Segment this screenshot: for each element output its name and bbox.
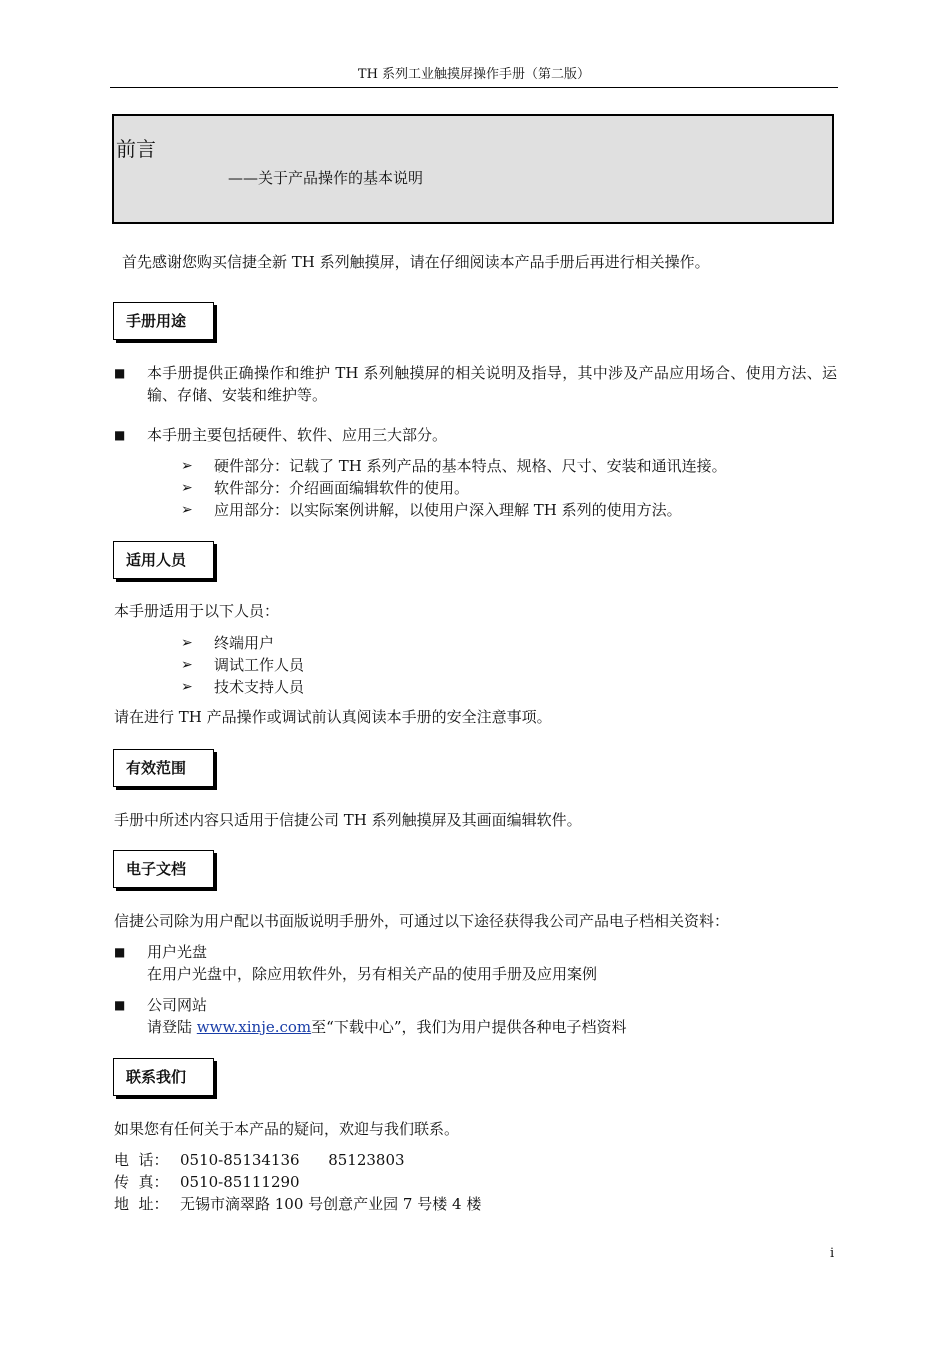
edocs-item-1-desc: 在用户光盘中，除应用软件外，另有相关产品的使用手册及应用案例 [147,965,598,983]
section-title: 联系我们 [126,1068,187,1086]
contact-value: 0510-85111290 [180,1173,300,1191]
contact-phone [114,1150,405,1171]
audience-item-3: 技术支持人员 [214,678,305,696]
website-link[interactable]: www.xinje.com [196,1018,312,1036]
section-title: 有效范围 [126,759,187,777]
section-title: 手册用途 [126,312,187,330]
arrow-bullet-icon: ➢ [181,502,193,518]
usage-subitem-2: 软件部分：介绍画面编辑软件的使用。 [214,479,470,497]
contact-label: 地 址： [114,1195,169,1213]
usage-item-2: 本手册主要包括硬件、软件、应用三大部分。 [147,426,448,444]
preface-title: 前言 [116,137,156,161]
edocs-item-2-desc [147,1016,837,1038]
usage-item-1: 本手册提供正确操作和维护 TH 系列触摸屏的相关说明及指导，其中涉及产品应用场合、使用方法、运输、存储、安装和维护等。 [147,364,837,404]
arrow-bullet-icon: ➢ [181,679,193,695]
website-desc-suffix: 至“下载中心”，我们为用户提供各种电子档资料 [311,1018,627,1036]
section-heading-contact [113,1058,214,1096]
preface-box [112,114,834,224]
contact-address [114,1194,481,1215]
running-header: TH 系列工业触摸屏操作手册（第二版） [357,67,591,82]
preface-subtitle: ——关于产品操作的基本说明 [228,169,424,187]
contact-label: 传 真： [114,1173,169,1191]
edocs-item-2-title: 公司网站 [147,996,208,1014]
arrow-bullet-icon: ➢ [181,635,193,651]
section-heading-scope [113,749,214,787]
audience-item-2: 调试工作人员 [214,656,305,674]
edocs-intro: 信捷公司除为用户配以书面版说明手册外，可通过以下途径获得我公司产品电子档相关资料： [114,912,730,930]
contact-label: 电 话： [114,1151,169,1169]
usage-subitem-3: 应用部分：以实际案例讲解，以使用户深入理解 TH 系列的使用方法。 [214,501,682,519]
section-title: 电子文档 [126,860,187,878]
contact-value: 0510-85134136 85123803 [180,1151,405,1169]
arrow-bullet-icon: ➢ [181,480,193,496]
bullet-icon: ■ [114,428,126,442]
section-heading-audience [113,541,214,579]
arrow-bullet-icon: ➢ [181,458,193,474]
scope-text: 手册中所述内容只适用于信捷公司 TH 系列触摸屏及其画面编辑软件。 [114,811,582,829]
audience-intro: 本手册适用于以下人员： [114,602,280,620]
section-heading-usage [113,302,214,340]
arrow-bullet-icon: ➢ [181,657,193,673]
header-rule [110,87,838,88]
page-number: i [830,1246,835,1261]
audience-note: 请在进行 TH 产品操作或调试前认真阅读本手册的安全注意事项。 [114,708,552,726]
intro-paragraph: 首先感谢您购买信捷全新 TH 系列触摸屏，请在仔细阅读本产品手册后再进行相关操作。 [122,253,710,271]
contact-value: 无锡市滴翠路 100 号创意产业园 7 号楼 4 楼 [180,1195,482,1213]
edocs-item-1-title: 用户光盘 [147,943,208,961]
bullet-icon: ■ [114,366,126,380]
contact-fax [114,1172,300,1193]
audience-item-1: 终端用户 [214,634,275,652]
bullet-icon: ■ [114,945,126,959]
bullet-icon: ■ [114,998,126,1012]
section-heading-edocs [113,850,214,888]
usage-subitem-1: 硬件部分：记载了 TH 系列产品的基本特点、规格、尺寸、安装和通讯连接。 [214,457,727,475]
section-title: 适用人员 [126,551,187,569]
website-desc-prefix: 请登陆 [147,1018,197,1036]
contact-intro: 如果您有任何关于本产品的疑问，欢迎与我们联系。 [114,1120,460,1138]
